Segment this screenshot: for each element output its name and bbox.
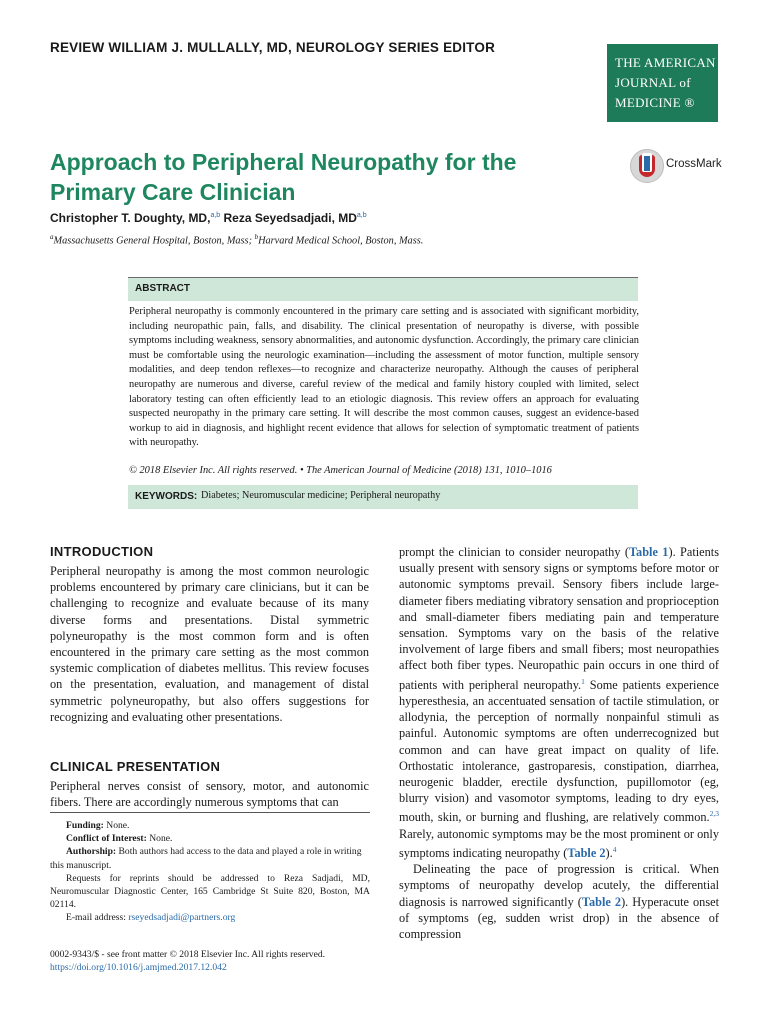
affiliations: [50, 233, 423, 246]
funding-value: None.: [103, 820, 130, 831]
footnotes: [50, 819, 370, 925]
section-heading-clinical-presentation: CLINICAL PRESENTATION: [50, 759, 221, 774]
issn-line: 0002-9343/$ - see front matter © 2018 Elsevier Inc. All rights reserved.: [50, 949, 326, 960]
journal-logo-line3: MEDICINE ®: [615, 95, 695, 110]
affil-a: Massachusetts General Hospital, Boston, Mass;: [53, 235, 255, 247]
article-title: [50, 147, 570, 207]
title-line2: Primary Care Clinician: [50, 179, 296, 205]
title-line1: Approach to Peripheral Neuropathy for the: [50, 149, 517, 175]
coi-label: Conflict of Interest:: [66, 833, 147, 845]
footnote-rule: [50, 812, 370, 813]
journal-logo: [607, 44, 718, 122]
journal-logo-line1: THE AMERICAN: [615, 55, 716, 70]
abstract-rule: [128, 277, 638, 278]
abstract-copyright: © 2018 Elsevier Inc. All rights reserved. • The American Journal of Medicine (2018) 131, 1010–1016: [129, 465, 552, 476]
authorship-label: Authorship:: [66, 846, 117, 858]
crossmark-icon: [630, 149, 664, 183]
right-paragraph-2: Delineating the pace of progression is critical. When symptoms of neuropathy develop acutely, the differential diagnosis is narrowed significantly (Table 2). Hyperacute onset of symptoms (eg, sudden wrist drop) in the absence of compression: [399, 862, 719, 941]
affil-b: Harvard Medical School, Boston, Mass.: [258, 235, 424, 247]
keywords-box: [128, 485, 638, 509]
coi-value: None.: [146, 833, 173, 845]
affil-b-marker: b: [254, 233, 259, 241]
crossmark-badge[interactable]: [630, 149, 720, 183]
author-1-affil[interactable]: a,b: [210, 212, 221, 219]
table-1-link[interactable]: Table 1: [628, 545, 669, 559]
right-paragraph-1: prompt the clinician to consider neuropathy (Table 1). Patients usually present with sensory signs or symptoms before motor or autonomic symptoms prevail. Sensory fibers include large-diameter fibers mediating vibratory sensation and proprioception and small-diameter fibers mediating pain and temperature sensation. Symptoms vary on the basis of the relative involvement of large fibers and small fibers; most neuropathies affect both fiber types. Neuropathic pain occurs in one third of patients with peripheral neuropathy.$^1$ Some patients experience hyperesthesia, an accentuated sensation of tactile stimulation, or allodynia, the perception of normally nonpainful stimuli as painful. Autonomic symptoms are often underrecognized but common and can have great impact on quality of life. Orthostatic intolerance, gastroparesis, constipation, diarrhea, neurogenic bladder, erectile dysfunction, pupillomotor (eg, blurry vision) and vasomotor symptoms, leading to dry eyes, mouth, skin, or burning and flushing, are relatively common.$^{2,3}$ Rarely, autonomic symptoms may be the most prominent or only symptoms indicating neuropathy (Table 2).$^4$: [399, 545, 719, 860]
crossmark-label: CrossMark: [666, 158, 722, 170]
clinical-paragraph: Peripheral nerves consist of sensory, motor, and autonomic fibers. There are accordingly numerous symptoms that can: [50, 779, 369, 810]
citation-4[interactable]: 4: [612, 844, 617, 854]
author-2: Reza Seyedsadjadi, MD: [223, 211, 357, 225]
author-2-affil[interactable]: a,b: [356, 212, 367, 219]
table-2-link[interactable]: Table 2: [567, 845, 606, 860]
abstract-text: Peripheral neuropathy is commonly encountered in the primary care setting and is associated with significant morbidity, including neuropathic pain, falls, and disability. The clinical presentation of neuropathy is diverse, with possible symptoms including weakness, sensory abnormalities, and autonomic dysfunction. Accordingly, the primary care clinician must be comfortable using the neurologic examination—including the assessment of motor function, multiple sensory modalities, and deep tendon reflexes—to recognize and characterize neuropathy. Although the causes of peripheral neuropathy are numerous and diverse, careful review of the medical and family history coupled with limited, select laboratory testing can often efficiently lead to an etiologic diagnosis. This review offers an approach for evaluating suspected neuropathy in the primary care setting. It will describe the most common causes, suggest an evidence-based workup to aid in diagnosis, and highlight recent evidence that allows for selection of symptomatic treatment of patients with neuropathy.: [129, 306, 639, 449]
author-1: Christopher T. Doughty, MD,: [50, 211, 211, 225]
abstract-header: [128, 277, 638, 301]
author-list: [50, 211, 367, 225]
journal-logo-line2: JOURNAL of: [615, 75, 691, 90]
introduction-paragraph: Peripheral neuropathy is among the most common neurologic problems encountered by primary care clinicians, but it can be challenging to recognize and evaluate because of its many diverse forms and presentations. Distal symmetric polyneuropathy is the most common form and is often encountered in the primary care setting as the most common systemic complication of diabetes mellitus. This review focuses on the presentation, evaluation, and management of distal symmetric polyneuropathy, but also offers suggestions for recognizing and evaluating other presentations.: [50, 564, 369, 724]
citation-2-3[interactable]: 2,3: [709, 809, 719, 819]
email-label: E-mail address:: [66, 912, 129, 924]
clinical-presentation-text: [50, 778, 369, 810]
affil-a-marker: a: [50, 233, 54, 241]
citation-1[interactable]: 1: [581, 676, 585, 686]
keywords-label: KEYWORDS:: [135, 491, 198, 502]
funding-label: Funding:: [66, 820, 104, 831]
series-editor-label: REVIEW WILLIAM J. MULLALLY, MD, NEUROLOGY SERIES EDITOR: [50, 40, 496, 55]
reprints-note: Requests for reprints should be addressed to Reza Sadjadi, MD, Neuromuscular Diagnostic Center, 165 Cambridge St Suite 820, Boston, MA 02114.: [50, 872, 370, 911]
authorship-value: Both authors had access to the data and played a role in writing this manuscript.: [50, 846, 362, 871]
keywords-value: Diabetes; Neuromuscular medicine; Peripheral neuropathy: [201, 490, 441, 501]
introduction-text: [50, 563, 369, 725]
doi-link[interactable]: https://doi.org/10.1016/j.amjmed.2017.12.042: [50, 962, 227, 973]
email-link[interactable]: rseyedsadjadi@partners.org: [128, 912, 236, 924]
section-heading-introduction: INTRODUCTION: [50, 544, 154, 559]
abstract-heading: ABSTRACT: [135, 283, 190, 294]
table-2-link-2[interactable]: Table 2: [581, 894, 622, 909]
right-column-text: [399, 544, 719, 942]
